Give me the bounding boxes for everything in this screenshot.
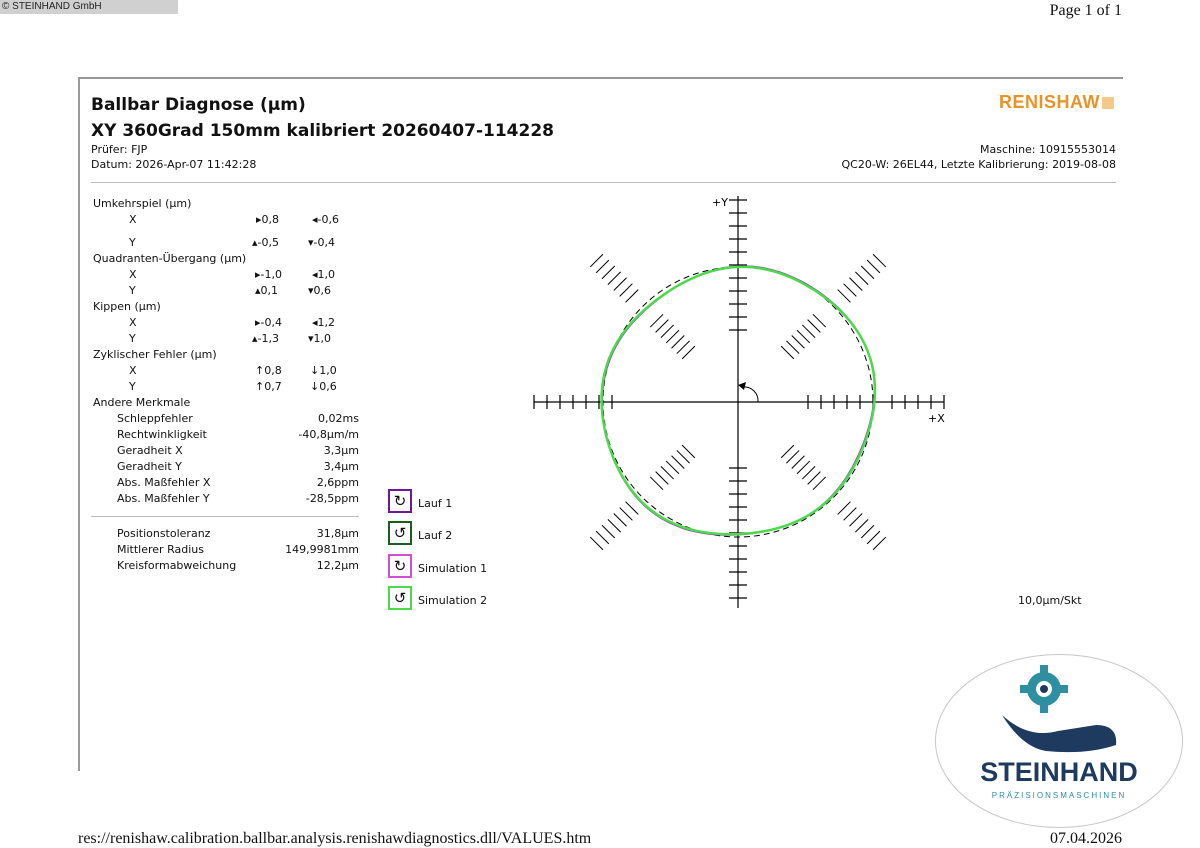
row-value-a: ▸-0,4 [255, 316, 282, 329]
direction-arrowhead [738, 382, 746, 390]
watermark: © STEINHAND GmbH [0, 0, 178, 14]
summary-label: Mittlerer Radius [117, 543, 204, 556]
footer-date: 07.04.2026 [1050, 830, 1122, 847]
row-axis: Y [129, 332, 136, 345]
diagonal-tick [596, 260, 609, 273]
maschine: Maschine: 10915553014 [980, 143, 1116, 156]
diagonal-tick [661, 325, 674, 338]
row-value-b: ◂1,0 [312, 268, 336, 281]
diagonal-tick [873, 254, 886, 267]
diagonal-tick [849, 513, 862, 526]
diagonal-tick [682, 346, 695, 359]
report-subtitle: XY 360Grad 150mm kalibriert 20260407-114228 [91, 121, 554, 141]
diagonal-tick [838, 290, 851, 303]
diagonal-tick [849, 278, 862, 291]
diagonal-tick [813, 314, 826, 327]
row-value-b: ◂1,2 [312, 316, 336, 329]
legend-sim1-icon[interactable]: ↻ [388, 554, 412, 578]
diagonal-tick [792, 456, 805, 469]
datum: Datum: 2026-Apr-07 11:42:28 [91, 158, 257, 171]
diagonal-tick [855, 272, 868, 285]
row-value-a: ↑0,7 [255, 380, 282, 393]
diagonal-tick [620, 284, 633, 297]
diagonal-tick [861, 525, 874, 538]
row-axis: X [129, 213, 137, 226]
row-value-a: ▸-1,0 [255, 268, 282, 281]
diagonal-tick [590, 254, 603, 267]
other-value: -40,8µm/m [298, 428, 359, 441]
direction-arrow [742, 387, 758, 402]
row-value-b: ↓0,6 [310, 380, 337, 393]
row-value-b: ▾0,6 [308, 284, 332, 297]
diagonal-tick [666, 461, 679, 474]
diagonal-tick [861, 266, 874, 279]
summary-divider [91, 516, 359, 517]
other-label: Abs. Maßfehler Y [117, 492, 210, 505]
diagonal-tick [626, 290, 639, 303]
ballbar-plot [520, 190, 960, 615]
diagonal-tick [808, 320, 821, 333]
diagonal-tick [602, 525, 615, 538]
summary-value: 12,2µm [316, 559, 359, 572]
renishaw-logo [999, 92, 1114, 113]
steinhand-logo [935, 654, 1183, 828]
row-axis: X [129, 268, 137, 281]
other-value: -28,5ppm [305, 492, 359, 505]
diagonal-tick [797, 461, 810, 474]
other-value: 2,6ppm [316, 476, 359, 489]
diagonal-tick [656, 320, 669, 333]
row-value-b: ▾-0,4 [308, 236, 335, 249]
legend-run1-icon[interactable]: ↻ [388, 489, 412, 513]
diagonal-tick [867, 531, 880, 544]
diagonal-tick [802, 325, 815, 338]
diagonal-tick [808, 472, 821, 485]
other-value: 3,3µm [323, 444, 359, 457]
other-label: Abs. Maßfehler X [117, 476, 211, 489]
other-label: Schleppfehler [117, 412, 193, 425]
diagonal-tick [781, 445, 794, 458]
diagonal-tick [656, 472, 669, 485]
row-axis: Y [129, 236, 136, 249]
x-axis-label: +X [928, 412, 945, 425]
legend-run2-icon[interactable]: ↺ [388, 521, 412, 545]
diagonal-tick [813, 477, 826, 490]
diagonal-tick [620, 508, 633, 521]
other-label: Geradheit Y [117, 460, 182, 473]
row-value-a: ▸0,8 [256, 213, 280, 226]
diagonal-tick [677, 450, 690, 463]
qc20-info: QC20-W: 26EL44, Letzte Kalibrierung: 2019-08-08 [841, 158, 1116, 171]
diagonal-tick [602, 266, 615, 279]
summary-value: 149,9981mm [285, 543, 359, 556]
steinhand-logo-graphic [936, 655, 1182, 827]
other-value: 0,02ms [318, 412, 359, 425]
row-axis: X [129, 364, 137, 377]
frame-left-border [78, 77, 80, 771]
diagonal-tick [873, 537, 886, 550]
row-axis: X [129, 316, 137, 329]
pruefer: Prüfer: FJP [91, 143, 148, 156]
diagonal-tick [855, 519, 868, 532]
diagonal-tick [614, 513, 627, 526]
row-axis: Y [129, 380, 136, 393]
frame-top-border [78, 77, 1123, 79]
diagonal-tick [608, 519, 621, 532]
other-label: Rechtwinkligkeit [117, 428, 207, 441]
section-title: Quadranten-Übergang (µm) [93, 252, 247, 265]
section-title: Kippen (µm) [93, 300, 161, 313]
diagonal-tick [614, 278, 627, 291]
row-value-a: ▴-1,3 [252, 332, 279, 345]
scale-label: 10,0µm/Skt [1018, 594, 1082, 607]
diagonal-tick [596, 531, 609, 544]
row-value-a: ▴0,1 [255, 284, 279, 297]
diagonal-tick [867, 260, 880, 273]
diagonal-tick [786, 341, 799, 354]
legend-run2-label: Lauf 2 [418, 529, 453, 542]
page-number: Page 1 of 1 [1049, 2, 1122, 19]
diagonal-tick [626, 502, 639, 515]
legend-sim1-label: Simulation 1 [418, 562, 488, 575]
footer-path: res://renishaw.calibration.ballbar.analysis.renishawdiagnostics.dll/VALUES.htm [78, 830, 592, 847]
steinhand-logo-name: STEINHAND [980, 757, 1138, 787]
other-value: 3,4µm [323, 460, 359, 473]
diagonal-tick [608, 272, 621, 285]
row-value-b: ↓1,0 [310, 364, 337, 377]
row-axis: Y [129, 284, 136, 297]
diagonal-tick [677, 341, 690, 354]
y-axis-label: +Y [712, 196, 728, 209]
report-title: Ballbar Diagnose (µm) [91, 95, 306, 115]
renishaw-logo-mark [1102, 97, 1114, 109]
diagonal-tick [672, 456, 685, 469]
row-value-a: ↑0,8 [255, 364, 282, 377]
diagonal-tick [802, 466, 815, 479]
diagonal-tick [672, 336, 685, 349]
diagonal-tick [838, 502, 851, 515]
summary-label: Kreisformabweichung [117, 559, 237, 572]
diagonal-tick [786, 450, 799, 463]
row-value-a: ▴-0,5 [252, 236, 279, 249]
renishaw-logo-text: RENISHAW [998, 92, 1100, 112]
diagonal-tick [590, 537, 603, 550]
diagonal-tick [797, 330, 810, 343]
section-title: Umkehrspiel (µm) [93, 197, 192, 210]
other-label: Geradheit X [117, 444, 183, 457]
diagonal-tick [844, 284, 857, 297]
summary-label: Positionstoleranz [117, 527, 211, 540]
row-value-b: ▾1,0 [308, 332, 332, 345]
diagonal-tick [844, 508, 857, 521]
diagonal-tick [792, 336, 805, 349]
steinhand-logo-tagline: PRÄZISIONSMASCHINEN [991, 791, 1127, 800]
diagonal-tick [650, 477, 663, 490]
row-value-b: ◂-0,6 [312, 213, 339, 226]
diagonal-tick [682, 445, 695, 458]
diagonal-tick [661, 466, 674, 479]
header-divider [91, 182, 1116, 183]
diagonal-tick [666, 330, 679, 343]
summary-value: 31,8µm [316, 527, 359, 540]
legend-sim2-icon[interactable]: ↺ [388, 586, 412, 610]
diagonal-tick [781, 346, 794, 359]
legend-run1-label: Lauf 1 [418, 497, 453, 510]
section-title: Zyklischer Fehler (µm) [93, 348, 217, 361]
legend-sim2-label: Simulation 2 [418, 594, 488, 607]
diagonal-tick [650, 314, 663, 327]
section-title: Andere Merkmale [93, 396, 191, 409]
